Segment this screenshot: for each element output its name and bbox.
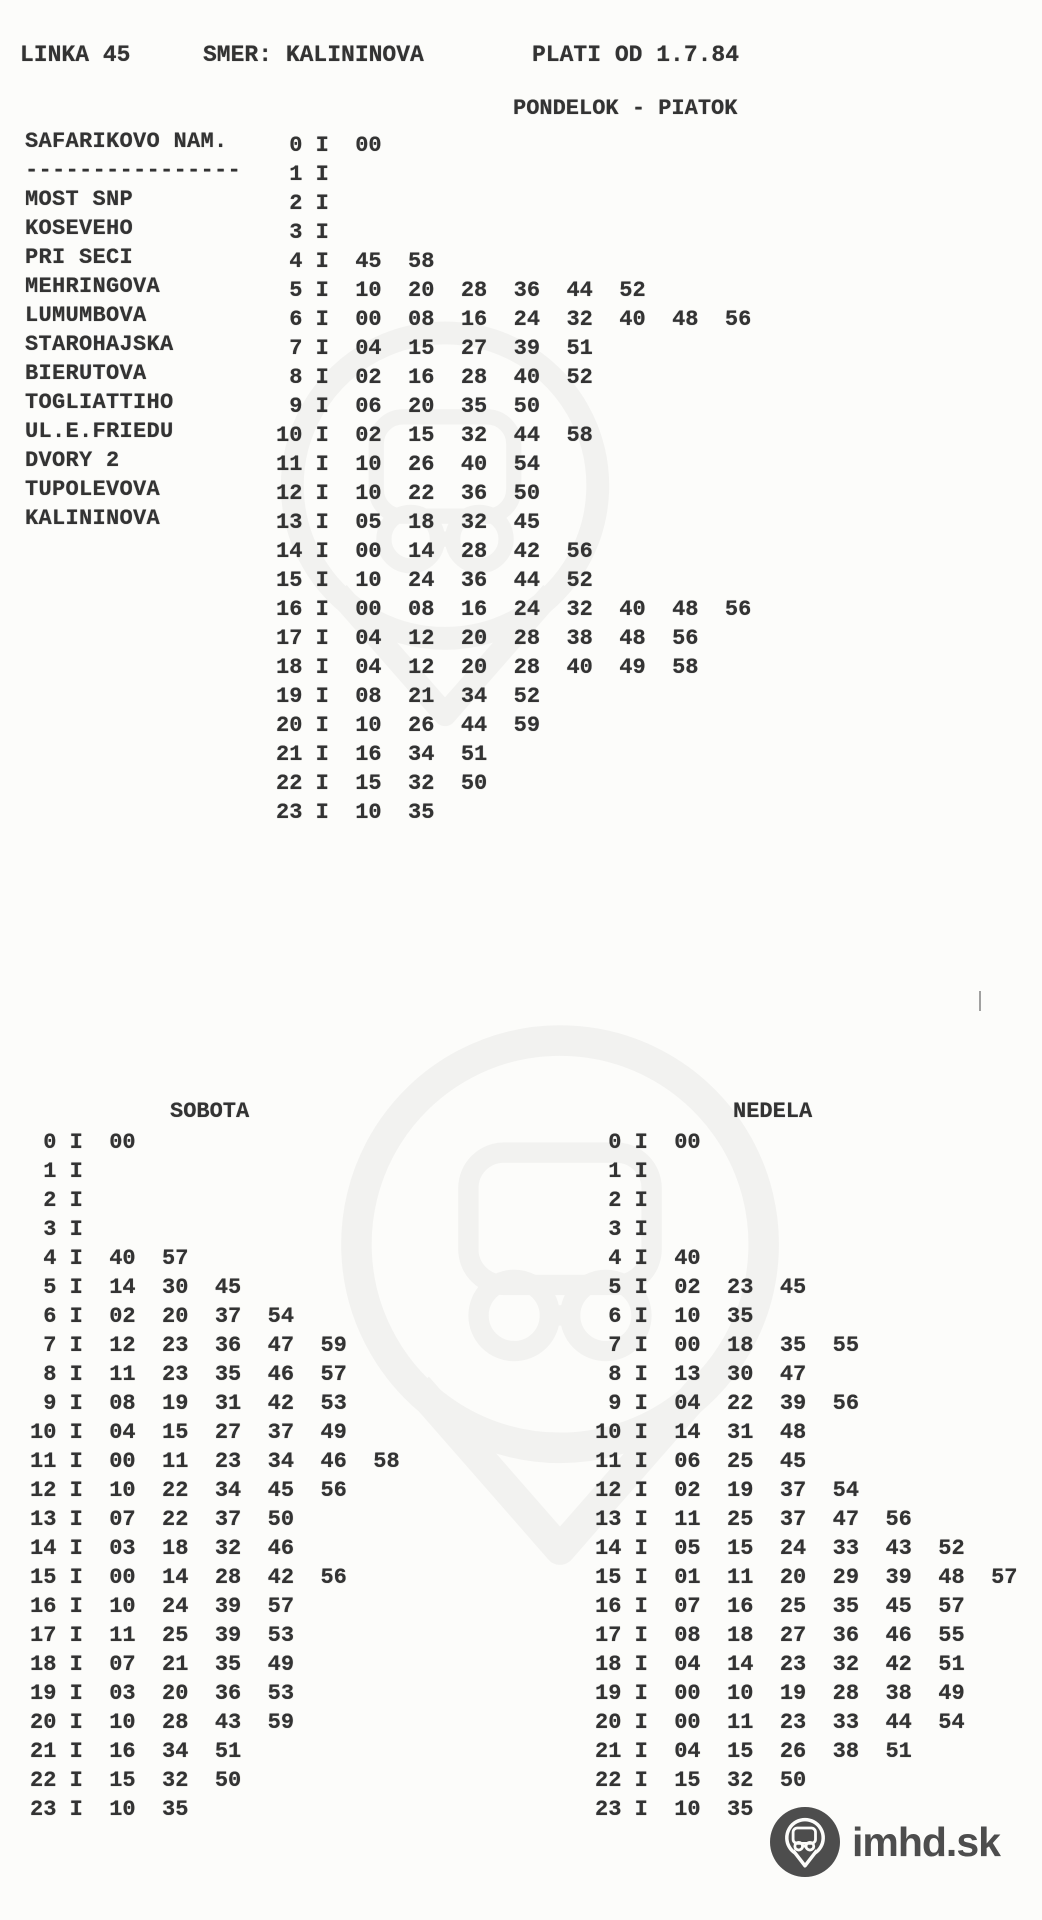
timetable-row: 9 I 06 20 35 50 bbox=[276, 394, 541, 419]
stop-name: STAROHAJSKA bbox=[25, 332, 174, 357]
valid-from-label: PLATI OD 1.7.84 bbox=[532, 42, 740, 68]
timetable-row: 21 I 04 15 26 38 51 bbox=[595, 1739, 912, 1764]
timetable-row: 20 I 10 26 44 59 bbox=[276, 713, 541, 738]
timetable-row: 0 I 00 bbox=[276, 133, 382, 158]
direction-label: SMER: KALININOVA bbox=[203, 42, 424, 68]
imhd-logo-text: imhd.sk bbox=[852, 1819, 1000, 1865]
timetable-row: 22 I 15 32 50 bbox=[276, 771, 488, 796]
timetable-row: 13 I 07 22 37 50 bbox=[30, 1507, 295, 1532]
timetable-row: 12 I 02 19 37 54 bbox=[595, 1478, 860, 1503]
timetable-row: 19 I 08 21 34 52 bbox=[276, 684, 541, 709]
timetable-row: 3 I bbox=[595, 1217, 648, 1242]
stop-name: DVORY 2 bbox=[25, 448, 120, 473]
timetable-row: 10 I 02 15 32 44 58 bbox=[276, 423, 593, 448]
timetable-row: 7 I 04 15 27 39 51 bbox=[276, 336, 593, 361]
timetable-row: 6 I 02 20 37 54 bbox=[30, 1304, 295, 1329]
timetable-row: 17 I 04 12 20 28 38 48 56 bbox=[276, 626, 699, 651]
timetable-row: 14 I 05 15 24 33 43 52 bbox=[595, 1536, 965, 1561]
stop-name: BIERUTOVA bbox=[25, 361, 147, 386]
stop-name: TUPOLEVOVA bbox=[25, 477, 161, 502]
timetable-row: 5 I 14 30 45 bbox=[30, 1275, 242, 1300]
sunday-table-title: NEDELA bbox=[733, 1099, 813, 1124]
timetable-row: 13 I 05 18 32 45 bbox=[276, 510, 541, 535]
timetable-row: 14 I 03 18 32 46 bbox=[30, 1536, 295, 1561]
timetable-row: 5 I 02 23 45 bbox=[595, 1275, 807, 1300]
timetable-row: 3 I bbox=[30, 1217, 83, 1242]
imhd-logo bbox=[770, 1807, 1000, 1877]
weekday-timetable bbox=[276, 131, 751, 827]
timetable-row: 15 I 10 24 36 44 52 bbox=[276, 568, 593, 593]
stop-name: SAFARIKOVO NAM. bbox=[25, 129, 228, 154]
stop-name: PRI SECI bbox=[25, 245, 134, 270]
stops-list bbox=[25, 127, 241, 533]
timetable-row: 0 I 00 bbox=[595, 1130, 701, 1155]
line-number: LINKA 45 bbox=[20, 42, 131, 68]
timetable-row: 21 I 16 34 51 bbox=[30, 1739, 242, 1764]
timetable-row: 15 I 01 11 20 29 39 48 57 bbox=[595, 1565, 1018, 1590]
weekday-table-title: PONDELOK - PIATOK bbox=[513, 96, 738, 121]
stop-name: MEHRINGOVA bbox=[25, 274, 161, 299]
timetable-row: 23 I 10 35 bbox=[30, 1797, 189, 1822]
timetable-row: 0 I 00 bbox=[30, 1130, 136, 1155]
timetable-row: 7 I 12 23 36 47 59 bbox=[30, 1333, 347, 1358]
timetable-row: 14 I 00 14 28 42 56 bbox=[276, 539, 593, 564]
timetable-row: 6 I 10 35 bbox=[595, 1304, 754, 1329]
timetable-row: 16 I 07 16 25 35 45 57 bbox=[595, 1594, 965, 1619]
timetable-row: 15 I 00 14 28 42 56 bbox=[30, 1565, 347, 1590]
timetable-row: 1 I bbox=[595, 1159, 648, 1184]
stop-name: LUMUMBOVA bbox=[25, 303, 147, 328]
timetable-row: 20 I 00 11 23 33 44 54 bbox=[595, 1710, 965, 1735]
stop-name: KOSEVEHO bbox=[25, 216, 134, 241]
timetable-row: 22 I 15 32 50 bbox=[595, 1768, 807, 1793]
timetable-row: 16 I 00 08 16 24 32 40 48 56 bbox=[276, 597, 752, 622]
timetable-row: 21 I 16 34 51 bbox=[276, 742, 488, 767]
timetable-row: 11 I 06 25 45 bbox=[595, 1449, 807, 1474]
timetable-row: 19 I 00 10 19 28 38 49 bbox=[595, 1681, 965, 1706]
timetable-row: 2 I bbox=[595, 1188, 648, 1213]
timetable-row: 4 I 40 bbox=[595, 1246, 701, 1271]
timetable-row: 11 I 10 26 40 54 bbox=[276, 452, 541, 477]
timetable-row: 18 I 04 14 23 32 42 51 bbox=[595, 1652, 965, 1677]
timetable-row: 12 I 10 22 34 45 56 bbox=[30, 1478, 347, 1503]
bus-pin-icon bbox=[770, 1807, 840, 1877]
saturday-table-title: SOBOTA bbox=[170, 1099, 250, 1124]
timetable-row: 8 I 11 23 35 46 57 bbox=[30, 1362, 347, 1387]
timetable-row: 1 I bbox=[30, 1159, 83, 1184]
timetable-row: 2 I bbox=[30, 1188, 83, 1213]
timetable-row: 3 I bbox=[276, 220, 329, 245]
stop-name: UL.E.FRIEDU bbox=[25, 419, 174, 444]
timetable-row: 4 I 45 58 bbox=[276, 249, 435, 274]
timetable-row: 22 I 15 32 50 bbox=[30, 1768, 242, 1793]
timetable-row: 7 I 00 18 35 55 bbox=[595, 1333, 860, 1358]
timetable-row: 9 I 04 22 39 56 bbox=[595, 1391, 860, 1416]
stop-name: KALININOVA bbox=[25, 506, 161, 531]
stop-name: ---------------- bbox=[25, 158, 242, 183]
sunday-timetable bbox=[595, 1128, 1017, 1824]
timetable-row: 1 I bbox=[276, 162, 329, 187]
scan-artifact-line bbox=[979, 991, 981, 1011]
timetable-row: 19 I 03 20 36 53 bbox=[30, 1681, 295, 1706]
timetable-row: 17 I 11 25 39 53 bbox=[30, 1623, 295, 1648]
timetable-row: 20 I 10 28 43 59 bbox=[30, 1710, 295, 1735]
timetable-row: 11 I 00 11 23 34 46 58 bbox=[30, 1449, 400, 1474]
timetable-row: 8 I 13 30 47 bbox=[595, 1362, 807, 1387]
timetable-row: 23 I 10 35 bbox=[276, 800, 435, 825]
stop-name: MOST SNP bbox=[25, 187, 134, 212]
timetable-row: 16 I 10 24 39 57 bbox=[30, 1594, 295, 1619]
timetable-row: 18 I 07 21 35 49 bbox=[30, 1652, 295, 1677]
timetable-row: 10 I 14 31 48 bbox=[595, 1420, 807, 1445]
timetable-row: 8 I 02 16 28 40 52 bbox=[276, 365, 593, 390]
stop-name: TOGLIATTIHO bbox=[25, 390, 174, 415]
timetable-row: 17 I 08 18 27 36 46 55 bbox=[595, 1623, 965, 1648]
timetable-row: 6 I 00 08 16 24 32 40 48 56 bbox=[276, 307, 752, 332]
timetable-row: 5 I 10 20 28 36 44 52 bbox=[276, 278, 646, 303]
timetable-row: 9 I 08 19 31 42 53 bbox=[30, 1391, 347, 1416]
timetable-row: 23 I 10 35 bbox=[595, 1797, 754, 1822]
timetable-row: 10 I 04 15 27 37 49 bbox=[30, 1420, 347, 1445]
saturday-timetable bbox=[30, 1128, 400, 1824]
timetable-row: 12 I 10 22 36 50 bbox=[276, 481, 541, 506]
timetable-row: 18 I 04 12 20 28 40 49 58 bbox=[276, 655, 699, 680]
timetable-row: 2 I bbox=[276, 191, 329, 216]
timetable-row: 13 I 11 25 37 47 56 bbox=[595, 1507, 912, 1532]
timetable-row: 4 I 40 57 bbox=[30, 1246, 189, 1271]
